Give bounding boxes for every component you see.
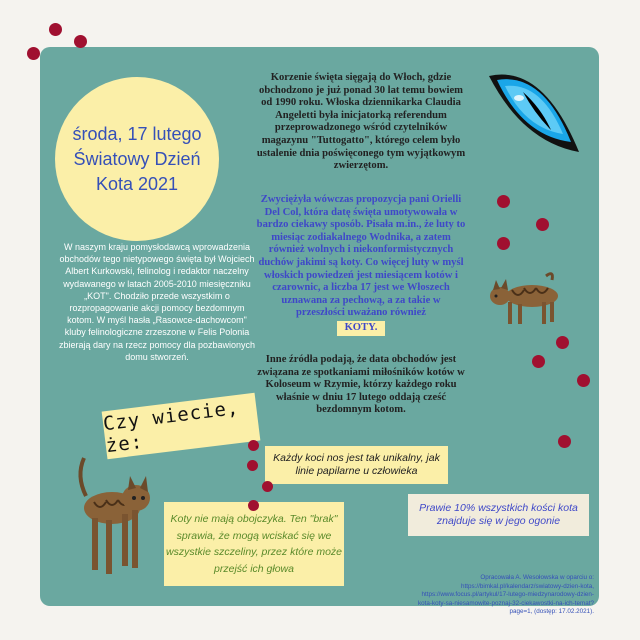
paw-dot <box>536 218 549 231</box>
poland-paragraph: W naszym kraju pomysłodawcą wprowadzenia obchodów tego nietypowego święta był Wojciech Albert Kurkowski, felinolog i redaktor naczelny wydawanego w latach 2005-2010 miesięczniku „KOT". Chodziło przede wszystkim o rozpropagowanie akcji pomocy bezdomnym kotom. W myśl hasła „Rasowce-dachowcom" kluby felinologiczne zrzeszone w Felis Polonia zbierają dary na rzecz pomocy dla pozbawionych domu stworzeń. <box>58 242 256 362</box>
fact-box-collarbone <box>164 502 344 586</box>
page-title <box>67 122 207 197</box>
paw-dot <box>49 23 62 36</box>
fact-box-tail <box>408 494 589 536</box>
title-name: Światowy Dzień <box>73 148 201 169</box>
rome-paragraph: Inne źródła podają, że data obchodów jest związana ze spotkaniami miłośników kotów w Koloseum w Rzymie, którzy każdego roku właśnie w dniu 17 lutego oddają cześć bezdomnym kotom. <box>257 354 465 416</box>
paw-dot <box>247 460 258 471</box>
paw-dot <box>248 500 259 511</box>
fact-box-nose <box>265 446 448 484</box>
walking-cat-icon <box>484 268 574 330</box>
highlight-koty: KOTY. <box>337 321 386 336</box>
intro-paragraph: Korzenie święta sięgają do Włoch, gdzie obchodzono je już ponad 30 lat temu bowiem od 1990 roku. Włoska dziennikarka Claudia Angeletti była inicjatorką referendum przeprowadzonego wśród czytelników magazynu "Tuttogatto", którego celem było ustalenie dnia poświęconego tym wyjątkowym zwierzętom. <box>256 72 466 172</box>
source-credit: Opracowała A. Wesołowska w oparciu o: https://bimkal.pl/kalendarz/swiatowy-dzien-kota, https://www.focus.pl/artykul/17-lutego-miedzynarodowy-dzien-kota-koty-sa-niesamowite-poznaj-32-ciekawostki-na-ich-temat?page=1, (dostęp: 17.02.2021). <box>417 574 594 616</box>
paw-dot <box>577 374 590 387</box>
paw-dot <box>556 336 569 349</box>
cat-eye-icon <box>483 58 585 158</box>
paw-dot <box>497 195 510 208</box>
paw-dot <box>532 355 545 368</box>
paw-dot <box>248 440 259 451</box>
cat-icon <box>72 452 164 582</box>
fact-nose-text: Każdy koci nos jest tak unikalny, jak linie papilarne u człowieka <box>273 452 440 477</box>
paw-dot <box>27 47 40 60</box>
history-paragraph <box>256 194 466 336</box>
paw-dot <box>262 481 273 492</box>
title-circle <box>55 77 219 241</box>
history-text: Zwyciężyła wówczas propozycja pani Orielli Del Col, która datę święta umotywowała w bardzo ciekawy sposób. Pisała m.in., że luty to miesiąc zodiakalnego Wodnika, a zatem również wolnych i niekonformistycznych duchów jakimi są koty. Co więcej luty w myśl włoskich powiedzeń jest miesiącem kotów i czarownic, a liczba 17 jest we Włoszech uznawana za pechową, a za takie w przeszłości uważano również <box>256 194 466 319</box>
title-date: środa, 17 lutego <box>72 123 202 144</box>
fact-collarbone-text: Koty nie mają obojczyka. Ten "brak" sprawia, że mogą wciskać się we wszystkie szczeliny, przez które może przejść ich głowa <box>165 513 343 575</box>
paw-dot <box>74 35 87 48</box>
paw-dot <box>558 435 571 448</box>
fact-tail-text: Prawie 10% wszystkich kości kota znajduje się w jego ogonie <box>419 502 578 527</box>
paw-dot <box>497 237 510 250</box>
title-year: Kota 2021 <box>95 173 179 194</box>
did-you-know-label: Czy wiecie, że: <box>101 396 241 458</box>
